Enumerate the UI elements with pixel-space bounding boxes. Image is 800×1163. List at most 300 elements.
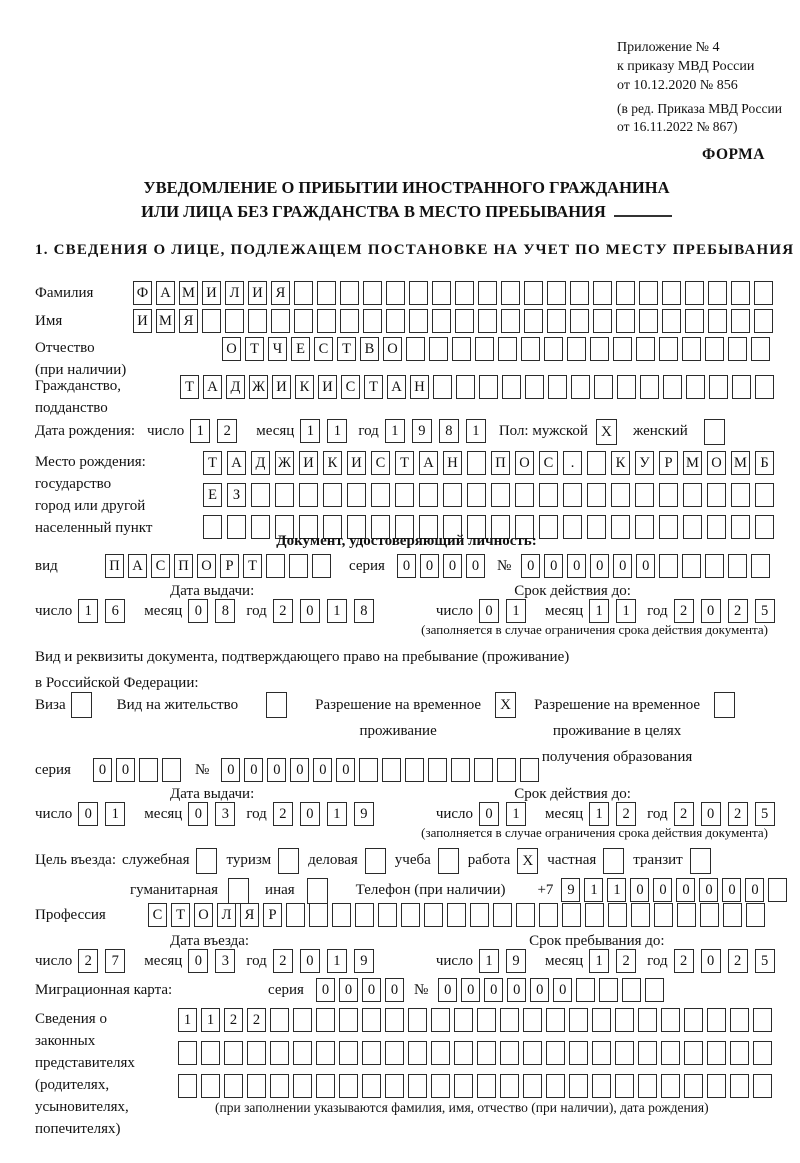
char-cell[interactable]: 0 bbox=[385, 978, 404, 1002]
char-cell[interactable]: 1 bbox=[190, 419, 210, 443]
char-cell[interactable] bbox=[139, 758, 158, 782]
char-cell[interactable]: 2 bbox=[728, 599, 748, 623]
char-cell[interactable] bbox=[406, 337, 425, 361]
char-cell[interactable] bbox=[382, 758, 401, 782]
char-cell[interactable] bbox=[525, 375, 544, 399]
char-cell[interactable] bbox=[340, 309, 359, 333]
char-cell[interactable]: 2 bbox=[273, 949, 293, 973]
char-cell[interactable] bbox=[654, 903, 673, 927]
char-cell[interactable] bbox=[467, 483, 486, 507]
char-cell[interactable] bbox=[371, 483, 390, 507]
char-cell[interactable] bbox=[524, 281, 543, 305]
char-cell[interactable] bbox=[617, 375, 636, 399]
char-cell[interactable] bbox=[661, 1041, 680, 1065]
char-cell[interactable] bbox=[707, 1074, 726, 1098]
char-cell[interactable]: А bbox=[419, 451, 438, 475]
char-cell[interactable]: 1 bbox=[589, 949, 609, 973]
char-cell[interactable]: Т bbox=[245, 337, 264, 361]
char-cell[interactable] bbox=[386, 309, 405, 333]
char-cell[interactable] bbox=[454, 1074, 473, 1098]
char-cell[interactable] bbox=[419, 483, 438, 507]
char-cell[interactable]: 0 bbox=[290, 758, 309, 782]
char-cell[interactable]: 0 bbox=[630, 878, 649, 902]
char-cell[interactable] bbox=[708, 281, 727, 305]
char-cell[interactable] bbox=[639, 281, 658, 305]
char-cell[interactable]: 0 bbox=[188, 802, 208, 826]
char-cell[interactable] bbox=[431, 1041, 450, 1065]
char-cell[interactable] bbox=[500, 1008, 519, 1032]
checkbox-purpose-sluzhebnaya[interactable] bbox=[196, 848, 217, 874]
char-cell[interactable] bbox=[592, 1041, 611, 1065]
char-cell[interactable]: 2 bbox=[247, 1008, 266, 1032]
char-cell[interactable]: 1 bbox=[466, 419, 486, 443]
char-cell[interactable]: 1 bbox=[589, 599, 609, 623]
char-cell[interactable] bbox=[429, 337, 448, 361]
char-cell[interactable] bbox=[569, 1041, 588, 1065]
char-cell[interactable] bbox=[746, 903, 765, 927]
char-cell[interactable] bbox=[659, 337, 678, 361]
char-cell[interactable]: 1 bbox=[506, 802, 526, 826]
char-cell[interactable]: 5 bbox=[755, 802, 775, 826]
char-cell[interactable] bbox=[409, 281, 428, 305]
char-cell[interactable]: 2 bbox=[224, 1008, 243, 1032]
char-cell[interactable] bbox=[479, 375, 498, 399]
char-cell[interactable]: 1 bbox=[300, 419, 320, 443]
char-cell[interactable] bbox=[707, 483, 726, 507]
char-cell[interactable] bbox=[683, 483, 702, 507]
char-cell[interactable] bbox=[359, 758, 378, 782]
char-cell[interactable]: 8 bbox=[215, 599, 235, 623]
char-cell[interactable]: Ж bbox=[249, 375, 268, 399]
char-cell[interactable] bbox=[286, 903, 305, 927]
char-cell[interactable] bbox=[599, 978, 618, 1002]
checkbox-male[interactable]: X bbox=[596, 419, 617, 445]
char-cell[interactable] bbox=[723, 903, 742, 927]
char-cell[interactable]: 1 bbox=[327, 802, 347, 826]
char-cell[interactable] bbox=[616, 309, 635, 333]
checkbox-purpose-tranzit[interactable] bbox=[690, 848, 711, 874]
char-cell[interactable] bbox=[317, 309, 336, 333]
char-cell[interactable]: 0 bbox=[567, 554, 586, 578]
char-cell[interactable]: И bbox=[248, 281, 267, 305]
checkbox-purpose-inaya[interactable] bbox=[307, 878, 328, 904]
char-cell[interactable] bbox=[386, 281, 405, 305]
char-cell[interactable] bbox=[317, 281, 336, 305]
char-cell[interactable]: О bbox=[197, 554, 216, 578]
checkbox-residence-permit[interactable] bbox=[266, 692, 287, 718]
char-cell[interactable] bbox=[684, 1074, 703, 1098]
char-cell[interactable]: 1 bbox=[506, 599, 526, 623]
char-cell[interactable]: 2 bbox=[674, 599, 694, 623]
char-cell[interactable]: С bbox=[314, 337, 333, 361]
checkbox-female[interactable] bbox=[704, 419, 725, 445]
char-cell[interactable] bbox=[539, 483, 558, 507]
char-cell[interactable] bbox=[593, 281, 612, 305]
char-cell[interactable]: Д bbox=[226, 375, 245, 399]
checkbox-purpose-gumanitarnaya[interactable] bbox=[228, 878, 249, 904]
char-cell[interactable] bbox=[363, 281, 382, 305]
char-cell[interactable] bbox=[362, 1008, 381, 1032]
char-cell[interactable]: 1 bbox=[201, 1008, 220, 1032]
char-cell[interactable]: 0 bbox=[188, 599, 208, 623]
char-cell[interactable] bbox=[661, 1008, 680, 1032]
char-cell[interactable] bbox=[615, 1041, 634, 1065]
char-cell[interactable] bbox=[362, 1074, 381, 1098]
char-cell[interactable]: А bbox=[387, 375, 406, 399]
char-cell[interactable] bbox=[395, 483, 414, 507]
char-cell[interactable]: 2 bbox=[616, 802, 636, 826]
char-cell[interactable] bbox=[682, 337, 701, 361]
char-cell[interactable]: 0 bbox=[530, 978, 549, 1002]
char-cell[interactable] bbox=[501, 309, 520, 333]
char-cell[interactable] bbox=[270, 1074, 289, 1098]
char-cell[interactable] bbox=[567, 337, 586, 361]
char-cell[interactable] bbox=[662, 309, 681, 333]
char-cell[interactable]: Е bbox=[203, 483, 222, 507]
char-cell[interactable]: 1 bbox=[584, 878, 603, 902]
checkbox-edu-permit[interactable] bbox=[714, 692, 735, 718]
char-cell[interactable] bbox=[294, 281, 313, 305]
char-cell[interactable]: П bbox=[491, 451, 510, 475]
char-cell[interactable] bbox=[454, 1008, 473, 1032]
char-cell[interactable]: Т bbox=[243, 554, 262, 578]
char-cell[interactable] bbox=[201, 1074, 220, 1098]
char-cell[interactable] bbox=[639, 309, 658, 333]
char-cell[interactable] bbox=[659, 483, 678, 507]
char-cell[interactable]: И bbox=[202, 281, 221, 305]
char-cell[interactable]: 6 bbox=[105, 599, 125, 623]
char-cell[interactable] bbox=[592, 1008, 611, 1032]
char-cell[interactable] bbox=[520, 758, 539, 782]
char-cell[interactable]: 9 bbox=[354, 949, 374, 973]
char-cell[interactable]: 1 bbox=[327, 419, 347, 443]
char-cell[interactable]: 8 bbox=[439, 419, 459, 443]
char-cell[interactable] bbox=[162, 758, 181, 782]
char-cell[interactable]: О bbox=[707, 451, 726, 475]
char-cell[interactable] bbox=[755, 483, 774, 507]
char-cell[interactable] bbox=[431, 1074, 450, 1098]
char-cell[interactable]: С bbox=[371, 451, 390, 475]
char-cell[interactable] bbox=[523, 1008, 542, 1032]
char-cell[interactable] bbox=[754, 309, 773, 333]
char-cell[interactable]: 1 bbox=[105, 802, 125, 826]
char-cell[interactable]: Я bbox=[179, 309, 198, 333]
char-cell[interactable]: О bbox=[383, 337, 402, 361]
char-cell[interactable] bbox=[705, 554, 724, 578]
char-cell[interactable] bbox=[516, 903, 535, 927]
char-cell[interactable]: И bbox=[347, 451, 366, 475]
char-cell[interactable]: 0 bbox=[479, 599, 499, 623]
char-cell[interactable]: 0 bbox=[507, 978, 526, 1002]
char-cell[interactable]: 0 bbox=[479, 802, 499, 826]
char-cell[interactable] bbox=[755, 375, 774, 399]
char-cell[interactable]: 9 bbox=[561, 878, 580, 902]
char-cell[interactable]: 3 bbox=[215, 802, 235, 826]
char-cell[interactable] bbox=[312, 554, 331, 578]
char-cell[interactable] bbox=[225, 309, 244, 333]
char-cell[interactable] bbox=[467, 451, 486, 475]
char-cell[interactable] bbox=[638, 1008, 657, 1032]
char-cell[interactable] bbox=[636, 337, 655, 361]
char-cell[interactable] bbox=[405, 758, 424, 782]
char-cell[interactable] bbox=[339, 1008, 358, 1032]
char-cell[interactable] bbox=[684, 1008, 703, 1032]
char-cell[interactable] bbox=[293, 1074, 312, 1098]
char-cell[interactable]: 0 bbox=[116, 758, 135, 782]
char-cell[interactable] bbox=[455, 309, 474, 333]
char-cell[interactable] bbox=[447, 903, 466, 927]
char-cell[interactable] bbox=[497, 758, 516, 782]
char-cell[interactable] bbox=[638, 1041, 657, 1065]
char-cell[interactable]: А bbox=[156, 281, 175, 305]
char-cell[interactable] bbox=[685, 281, 704, 305]
char-cell[interactable]: Р bbox=[220, 554, 239, 578]
char-cell[interactable] bbox=[477, 1074, 496, 1098]
char-cell[interactable] bbox=[408, 1008, 427, 1032]
char-cell[interactable]: 0 bbox=[553, 978, 572, 1002]
char-cell[interactable]: 0 bbox=[300, 949, 320, 973]
char-cell[interactable]: Е bbox=[291, 337, 310, 361]
char-cell[interactable] bbox=[753, 1074, 772, 1098]
char-cell[interactable] bbox=[615, 1008, 634, 1032]
char-cell[interactable]: Т bbox=[337, 337, 356, 361]
char-cell[interactable]: О bbox=[194, 903, 213, 927]
char-cell[interactable]: 0 bbox=[336, 758, 355, 782]
char-cell[interactable]: 0 bbox=[420, 554, 439, 578]
char-cell[interactable]: 3 bbox=[215, 949, 235, 973]
char-cell[interactable] bbox=[271, 309, 290, 333]
char-cell[interactable]: 2 bbox=[78, 949, 98, 973]
char-cell[interactable] bbox=[293, 1008, 312, 1032]
char-cell[interactable] bbox=[293, 1041, 312, 1065]
char-cell[interactable] bbox=[730, 1008, 749, 1032]
char-cell[interactable] bbox=[275, 483, 294, 507]
char-cell[interactable] bbox=[452, 337, 471, 361]
char-cell[interactable] bbox=[730, 1074, 749, 1098]
char-cell[interactable] bbox=[611, 483, 630, 507]
char-cell[interactable] bbox=[401, 903, 420, 927]
char-cell[interactable] bbox=[385, 1008, 404, 1032]
char-cell[interactable]: 0 bbox=[590, 554, 609, 578]
char-cell[interactable] bbox=[753, 1008, 772, 1032]
char-cell[interactable]: Т bbox=[171, 903, 190, 927]
char-cell[interactable]: 5 bbox=[755, 949, 775, 973]
char-cell[interactable] bbox=[501, 281, 520, 305]
checkbox-purpose-ucheba[interactable] bbox=[438, 848, 459, 874]
char-cell[interactable]: И bbox=[272, 375, 291, 399]
char-cell[interactable] bbox=[247, 1074, 266, 1098]
char-cell[interactable] bbox=[477, 1041, 496, 1065]
char-cell[interactable]: 0 bbox=[613, 554, 632, 578]
char-cell[interactable]: 0 bbox=[300, 802, 320, 826]
char-cell[interactable] bbox=[546, 1008, 565, 1032]
char-cell[interactable] bbox=[590, 337, 609, 361]
char-cell[interactable] bbox=[635, 483, 654, 507]
char-cell[interactable] bbox=[202, 309, 221, 333]
char-cell[interactable] bbox=[316, 1074, 335, 1098]
char-cell[interactable]: 0 bbox=[78, 802, 98, 826]
char-cell[interactable]: 1 bbox=[178, 1008, 197, 1032]
char-cell[interactable] bbox=[432, 281, 451, 305]
char-cell[interactable] bbox=[686, 375, 705, 399]
checkbox-visa[interactable] bbox=[71, 692, 92, 718]
char-cell[interactable] bbox=[631, 903, 650, 927]
char-cell[interactable] bbox=[571, 375, 590, 399]
char-cell[interactable]: Н bbox=[410, 375, 429, 399]
checkbox-purpose-turizm[interactable] bbox=[278, 848, 299, 874]
char-cell[interactable] bbox=[546, 1074, 565, 1098]
char-cell[interactable] bbox=[768, 878, 787, 902]
char-cell[interactable] bbox=[428, 758, 447, 782]
char-cell[interactable]: 1 bbox=[78, 599, 98, 623]
char-cell[interactable] bbox=[431, 1008, 450, 1032]
char-cell[interactable]: 8 bbox=[354, 599, 374, 623]
char-cell[interactable]: 1 bbox=[327, 949, 347, 973]
char-cell[interactable] bbox=[339, 1041, 358, 1065]
char-cell[interactable]: 0 bbox=[745, 878, 764, 902]
char-cell[interactable] bbox=[615, 1074, 634, 1098]
char-cell[interactable] bbox=[409, 309, 428, 333]
char-cell[interactable] bbox=[270, 1041, 289, 1065]
char-cell[interactable]: 0 bbox=[484, 978, 503, 1002]
char-cell[interactable] bbox=[593, 309, 612, 333]
char-cell[interactable]: 2 bbox=[616, 949, 636, 973]
char-cell[interactable] bbox=[433, 375, 452, 399]
char-cell[interactable] bbox=[408, 1041, 427, 1065]
char-cell[interactable] bbox=[576, 978, 595, 1002]
char-cell[interactable] bbox=[705, 337, 724, 361]
char-cell[interactable]: К bbox=[323, 451, 342, 475]
char-cell[interactable] bbox=[622, 978, 641, 1002]
char-cell[interactable]: 0 bbox=[466, 554, 485, 578]
char-cell[interactable] bbox=[570, 281, 589, 305]
char-cell[interactable]: 0 bbox=[362, 978, 381, 1002]
char-cell[interactable]: 1 bbox=[616, 599, 636, 623]
char-cell[interactable] bbox=[178, 1074, 197, 1098]
char-cell[interactable]: К bbox=[295, 375, 314, 399]
char-cell[interactable]: 0 bbox=[397, 554, 416, 578]
char-cell[interactable]: 0 bbox=[339, 978, 358, 1002]
char-cell[interactable]: Н bbox=[443, 451, 462, 475]
char-cell[interactable] bbox=[731, 281, 750, 305]
char-cell[interactable] bbox=[563, 483, 582, 507]
char-cell[interactable] bbox=[362, 1041, 381, 1065]
char-cell[interactable]: 9 bbox=[412, 419, 432, 443]
char-cell[interactable] bbox=[478, 309, 497, 333]
char-cell[interactable] bbox=[594, 375, 613, 399]
char-cell[interactable] bbox=[640, 375, 659, 399]
char-cell[interactable]: 0 bbox=[438, 978, 457, 1002]
char-cell[interactable] bbox=[294, 309, 313, 333]
char-cell[interactable]: 0 bbox=[636, 554, 655, 578]
char-cell[interactable]: П bbox=[174, 554, 193, 578]
char-cell[interactable]: М bbox=[179, 281, 198, 305]
char-cell[interactable] bbox=[562, 903, 581, 927]
char-cell[interactable] bbox=[661, 1074, 680, 1098]
char-cell[interactable] bbox=[754, 281, 773, 305]
char-cell[interactable]: Т bbox=[203, 451, 222, 475]
char-cell[interactable] bbox=[659, 554, 678, 578]
char-cell[interactable] bbox=[498, 337, 517, 361]
char-cell[interactable] bbox=[645, 978, 664, 1002]
char-cell[interactable] bbox=[608, 903, 627, 927]
char-cell[interactable]: . bbox=[563, 451, 582, 475]
char-cell[interactable] bbox=[316, 1041, 335, 1065]
char-cell[interactable] bbox=[455, 281, 474, 305]
char-cell[interactable]: 0 bbox=[676, 878, 695, 902]
char-cell[interactable]: 1 bbox=[607, 878, 626, 902]
char-cell[interactable] bbox=[707, 1041, 726, 1065]
char-cell[interactable]: 5 bbox=[755, 599, 775, 623]
char-cell[interactable]: 0 bbox=[699, 878, 718, 902]
char-cell[interactable]: О bbox=[515, 451, 534, 475]
char-cell[interactable] bbox=[638, 1074, 657, 1098]
char-cell[interactable]: И bbox=[318, 375, 337, 399]
char-cell[interactable] bbox=[515, 483, 534, 507]
char-cell[interactable]: 0 bbox=[188, 949, 208, 973]
char-cell[interactable]: З bbox=[227, 483, 246, 507]
char-cell[interactable] bbox=[493, 903, 512, 927]
char-cell[interactable] bbox=[355, 903, 374, 927]
char-cell[interactable]: 0 bbox=[701, 949, 721, 973]
char-cell[interactable]: 0 bbox=[221, 758, 240, 782]
char-cell[interactable] bbox=[662, 281, 681, 305]
char-cell[interactable]: А bbox=[128, 554, 147, 578]
char-cell[interactable]: С bbox=[151, 554, 170, 578]
char-cell[interactable]: Т bbox=[364, 375, 383, 399]
char-cell[interactable] bbox=[247, 1041, 266, 1065]
char-cell[interactable] bbox=[347, 483, 366, 507]
char-cell[interactable]: А bbox=[227, 451, 246, 475]
char-cell[interactable] bbox=[270, 1008, 289, 1032]
char-cell[interactable] bbox=[475, 337, 494, 361]
char-cell[interactable] bbox=[316, 1008, 335, 1032]
char-cell[interactable] bbox=[289, 554, 308, 578]
char-cell[interactable] bbox=[592, 1074, 611, 1098]
char-cell[interactable]: Я bbox=[271, 281, 290, 305]
char-cell[interactable]: М bbox=[683, 451, 702, 475]
char-cell[interactable] bbox=[616, 281, 635, 305]
char-cell[interactable] bbox=[751, 337, 770, 361]
char-cell[interactable]: 9 bbox=[506, 949, 526, 973]
char-cell[interactable] bbox=[248, 309, 267, 333]
char-cell[interactable]: Б bbox=[755, 451, 774, 475]
char-cell[interactable] bbox=[299, 483, 318, 507]
char-cell[interactable] bbox=[731, 309, 750, 333]
char-cell[interactable] bbox=[682, 554, 701, 578]
char-cell[interactable] bbox=[524, 309, 543, 333]
char-cell[interactable]: 0 bbox=[461, 978, 480, 1002]
char-cell[interactable]: 0 bbox=[544, 554, 563, 578]
char-cell[interactable] bbox=[731, 483, 750, 507]
char-cell[interactable]: С bbox=[539, 451, 558, 475]
char-cell[interactable] bbox=[728, 337, 747, 361]
char-cell[interactable] bbox=[478, 281, 497, 305]
char-cell[interactable]: 0 bbox=[701, 802, 721, 826]
char-cell[interactable]: Л bbox=[225, 281, 244, 305]
char-cell[interactable]: 0 bbox=[701, 599, 721, 623]
char-cell[interactable] bbox=[224, 1041, 243, 1065]
char-cell[interactable]: Д bbox=[251, 451, 270, 475]
char-cell[interactable] bbox=[339, 1074, 358, 1098]
checkbox-purpose-delovaya[interactable] bbox=[365, 848, 386, 874]
char-cell[interactable] bbox=[408, 1074, 427, 1098]
checkbox-purpose-chastnaya[interactable] bbox=[603, 848, 624, 874]
char-cell[interactable]: 0 bbox=[300, 599, 320, 623]
char-cell[interactable]: М bbox=[731, 451, 750, 475]
char-cell[interactable]: 2 bbox=[728, 802, 748, 826]
char-cell[interactable]: Т bbox=[395, 451, 414, 475]
